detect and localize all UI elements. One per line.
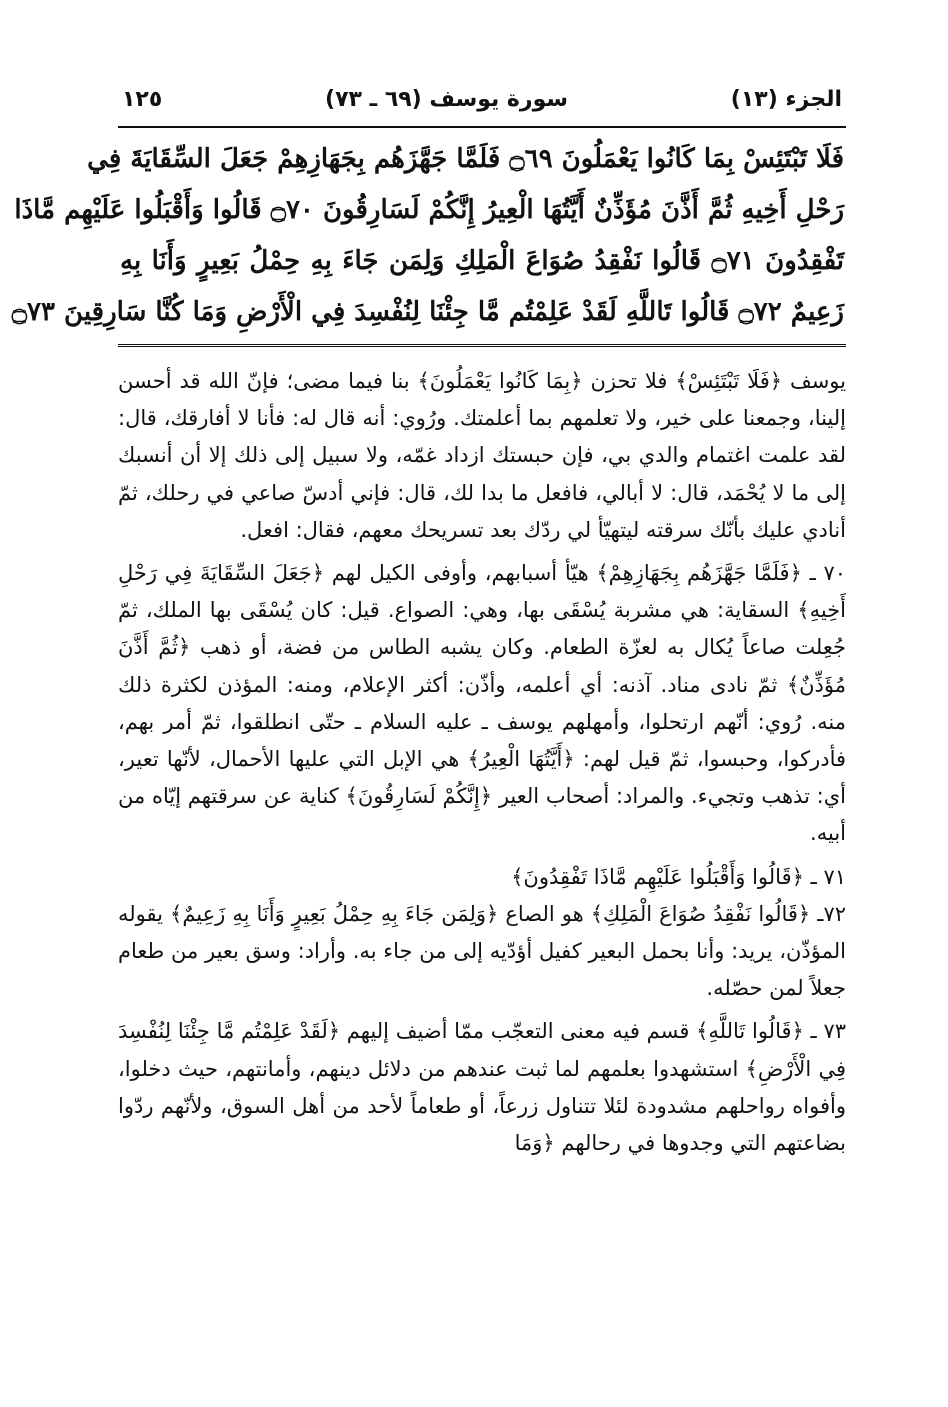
page bbox=[11, 80, 846, 1168]
commentary-paragraph-verse-71: ٧١ ـ ﴿قَالُوا وَأَقْبَلُوا عَلَيْهِم مَّاذَا تَفْقِدُونَ﴾ bbox=[511, 864, 846, 889]
commentary-paragraph-verse-70: ٧٠ ـ ﴿فَلَمَّا جَهَّزَهُم بِجَهَازِهِمْ﴾ هيّأ أسبابهم، وأوفى الكيل لهم ﴿جَعَلَ السِّقَايَةَ فِي رَحْلِ أَخِيهِ﴾ السقاية: هي مشربة يُسْقَى بها، وهي: الصواع. قيل: كان يُسْقَى بها الملك، ثمّ جُعِلت صاعاً يُكال به لعزّة الطعام. وكان يشبه الطاس من فضة، أو ذهب ﴿ثُمَّ أَذَّنَ مُؤَذِّنٌ﴾ ثمّ نادى مناد. آذنه: أي أعلمه، وأذّن: أكثر الإعلام، ومنه: المؤذن لكثرة ذلك منه. رُوي: أنّهم ارتحلوا، وأمهلهم يوسف ـ عليه السلام ـ حتّى انطلقوا، ثمّ أمر بهم، فأدركوا، وحبسوا، ثمّ قيل لهم: ﴿أَيَّتُهَا الْعِيرُ﴾ هي الإبل التي عليها الأحمال، لأنّها تعير، أي: تذهب وتجيء. والمراد: أصحاب العير ﴿إِنَّكُمْ لَسَارِقُونَ﴾ كناية عن سرقتهم إيّاه من أبيه. bbox=[118, 561, 846, 846]
quran-line: زَعِيمٌ ۝٧٢ قَالُوا تَاللَّهِ لَقَدْ عَلِمْتُم مَّا جِئْنَا لِنُفْسِدَ فِي الْأَرْضِ وَمَا كُنَّا سَارِقِينَ ۝٧٣ bbox=[11, 297, 844, 327]
commentary-paragraph-intro: يوسف ﴿فَلَا تَبْتَئِسْ﴾ فلا تحزن ﴿بِمَا كَانُوا يَعْمَلُونَ﴾ بنا فيما مضى؛ فإنّ الله قد أحسن إلينا، وجمعنا على خير، ولا تعلمهم بما أعلمتك. ورُوي: أنه قال له: فأنا لا أفارقك، قال: لقد علمت اغتمام والدي بي، فإن حبستك ازداد غمّه، ولا سبيل إلى ذلك إلا أن أنسبك إلى ما لا يُحْمَد، قال: لا أبالي، فافعل ما بدا لك، قال: فإني أدسّ صاعي في رحلك، ثمّ أنادي عليك بأنّك سرقته ليتهيّأ لي ردّك بعد تسريحك معهم، فقال: افعل. bbox=[118, 369, 846, 542]
quran-line: رَحْلِ أَخِيهِ ثُمَّ أَذَّنَ مُؤَذِّنٌ أَيَّتُهَا الْعِيرُ إِنَّكُمْ لَسَارِقُونَ ۝٧٠ قَالُوا وَأَقْبَلُوا عَلَيْهِم مَّاذَا bbox=[14, 195, 844, 225]
quran-text-block bbox=[11, 134, 846, 347]
commentary bbox=[118, 363, 846, 1162]
juz-label: الجزء (١٣) bbox=[730, 87, 842, 112]
page-number: ١٢٥ bbox=[122, 87, 163, 112]
commentary-paragraph-verse-72: ٧٢ـ ﴿قَالُوا نَفْقِدُ صُوَاعَ الْمَلِكِ﴾ هو الصاع ﴿وَلِمَن جَاءَ بِهِ حِمْلُ بَعِيرٍ وَأَنَا بِهِ زَعِيمٌ﴾ يقوله المؤذّن، يريد: وأنا بحمل البعير كفيل أؤدّيه إلى من جاء به. وأراد: وسق بعير من طعام جعلاً لمن حصّله. bbox=[118, 901, 846, 1001]
commentary-paragraph-verse-73: ٧٣ ـ ﴿قَالُوا تَاللَّهِ﴾ قسم فيه معنى التعجّب ممّا أضيف إليهم ﴿لَقَدْ عَلِمْتُم مَّا جِئْنَا لِنُفْسِدَ فِي الْأَرْضِ﴾ استشهدوا بعلمهم لما ثبت عندهم من دلائل دينهم، وأمانتهم، حيث دخلوا، وأفواه رواحلهم مشدودة لئلا تتناول زرعاً، أو طعاماً لأحد من أهل السوق، ولأنّهم ردّوا بضاعتهم التي وجدوها في رحالهم ﴿وَمَا bbox=[118, 1019, 846, 1156]
quran-line: تَفْقِدُونَ ۝٧١ قَالُوا نَفْقِدُ صُوَاعَ الْمَلِكِ وَلِمَن جَاءَ بِهِ حِمْلُ بَعِيرٍ وَأَنَا بِهِ bbox=[120, 246, 845, 276]
page-header bbox=[118, 80, 846, 128]
surah-title: سورة يوسف (٦٩ ـ ٧٣) bbox=[325, 87, 569, 112]
quran-line: فَلَا تَبْتَئِسْ بِمَا كَانُوا يَعْمَلُونَ ۝٦٩ فَلَمَّا جَهَّزَهُم بِجَهَازِهِمْ جَعَلَ السِّقَايَةَ فِي bbox=[87, 144, 844, 174]
